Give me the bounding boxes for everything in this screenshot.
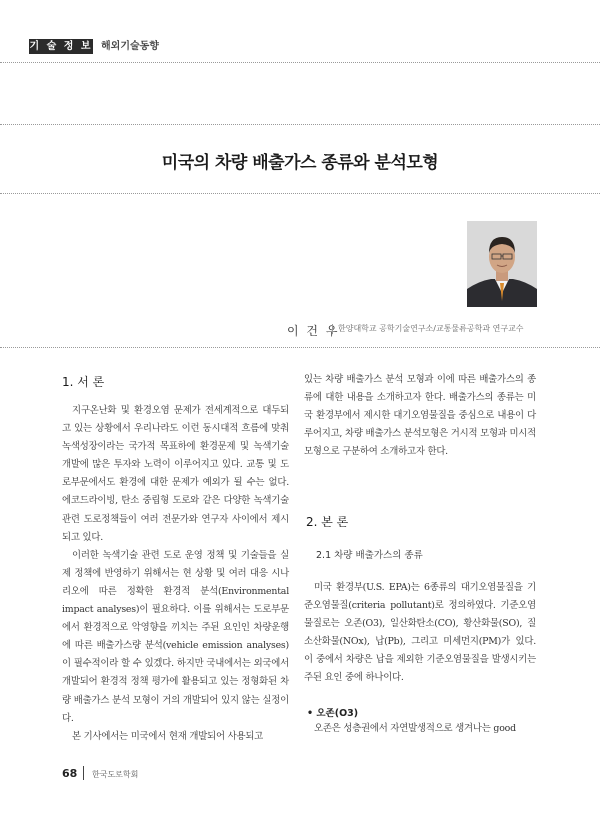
bullet-text bbox=[304, 720, 536, 738]
header-divider bbox=[0, 62, 600, 63]
footer-separator bbox=[83, 766, 84, 780]
title-bottom-divider bbox=[0, 193, 600, 194]
body-text bbox=[304, 579, 536, 688]
intro-continued bbox=[304, 371, 536, 461]
intro-text bbox=[62, 402, 289, 746]
section-subtitle: 해외기술동향 bbox=[101, 41, 159, 52]
intro-paragraph: 이러한 녹색기술 관련 도로 운영 정책 및 기술들을 실제 정책에 반영하기 위해서는 현 상황 및 여러 대응 시나리오에 따른 정확한 환경적 분석(Environmental impact analyses)이 필요하다. 이를 위해서는 도로부문에서 환경적으로 악영향을 끼치는 주된 요인인 차량운행에 따른 배출가스량 분석(vehicle emission analyses)이 필수적이라 할 수 있겠다. 하지만 국내에서는 외국에서 개발되어 환경적 정책 평가에 활용되고 있는 정형화된 차량 배출가스 분석 모형이 거의 개발되어 있지 않는 실정이다. bbox=[62, 549, 289, 724]
publisher-name: 한국도로학회 bbox=[92, 770, 139, 779]
body-heading: 2. 본 론 bbox=[306, 515, 349, 529]
bullet-paragraph: 오존은 성층권에서 자연발생적으로 생겨나는 good bbox=[314, 723, 516, 734]
author-photo bbox=[467, 221, 537, 307]
body-paragraph: 미국 환경부(U.S. EPA)는 6종류의 대기오염물질을 기준오염물질(criteria pollutant)로 정의하였다. 기준오염물질로는 오존(O3), 일산화탄소(CO), 황산화물(SO), 질소산화물(NOx), 납(Pb), 그리고 미세먼지(PM)가 있다. 이 중에서 차량은 납을 제외한 기준오염물질을 발생시키는 주된 요인 중에 하나이다. bbox=[304, 582, 536, 684]
author-affiliation: 한양대학교 공학기술연구소/교통물류공학과 연구교수 bbox=[332, 324, 524, 334]
intro-continued-paragraph: 있는 차량 배출가스 분석 모형과 이에 따른 배출가스의 종류에 대한 내용을 소개하고자 한다. 배출가스의 종류는 미국 환경부에서 제시한 대기오염물질을 중심으로 내용이 다루어지고, 차량 배출가스 분석모형은 거시적 모형과 미시적 모형으로 구분하여 소개하고자 한다. bbox=[304, 374, 537, 458]
bullet-heading: • 오존(O3) bbox=[307, 708, 359, 719]
author-name: 이 건 우 bbox=[287, 324, 340, 338]
author-divider bbox=[0, 347, 600, 348]
article-title: 미국의 차량 배출가스 종류와 분석모형 bbox=[161, 153, 439, 173]
page-number: 68 bbox=[62, 767, 78, 780]
title-top-divider bbox=[0, 124, 600, 125]
sub-heading: 2.1 차량 배출가스의 종류 bbox=[316, 550, 423, 561]
intro-heading: 1. 서 론 bbox=[62, 375, 105, 389]
intro-paragraph: 지구온난화 및 환경오염 문제가 전세계적으로 대두되고 있는 상황에서 우리나라도 이런 동시대적 흐름에 맞춰 녹색성장이라는 국가적 목표하에 환경문제 및 녹색기술 개발에 많은 투자와 노력이 이루어지고 있다. 교통 및 도로부문에서도 환경에 대한 문제가 예외가 될 수는 없다. 에코드라이빙, 탄소 중립형 도로와 같은 다양한 녹색기술 관련 도로정책들이 여러 전문가와 연구자 사이에서 제시되고 있다. bbox=[62, 405, 289, 543]
intro-paragraph: 본 기사에서는 미국에서 현재 개발되어 사용되고 bbox=[72, 730, 264, 742]
section-tag: 기 술 정 보 bbox=[29, 41, 93, 52]
